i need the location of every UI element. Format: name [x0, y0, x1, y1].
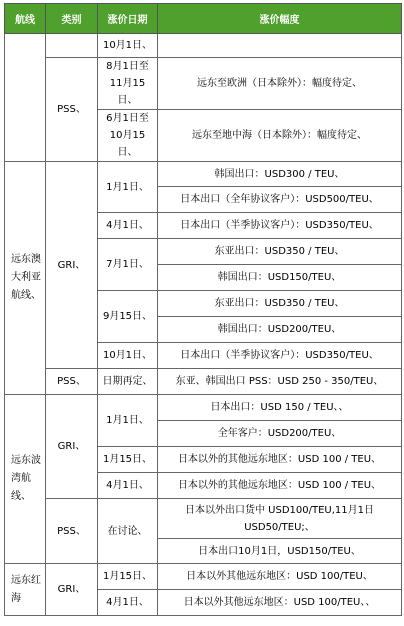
- table-row: [5, 395, 402, 421]
- range-cell: 远东至欧洲（日本除外）：幅度待定、: [158, 58, 402, 110]
- type-cell: GRI、: [46, 564, 98, 616]
- header-row: [5, 4, 402, 34]
- type-cell: [46, 34, 98, 58]
- range-cell: 日本以外的其他远东地区：USD 100 / TEU、: [158, 447, 402, 473]
- date-cell: 4月1日、: [98, 473, 158, 499]
- date-cell: 8月1日至11月15日、: [98, 58, 158, 110]
- date-cell: 4月1日、: [98, 590, 158, 616]
- range-cell: 韩国出口：USD300 / TEU、: [158, 162, 402, 187]
- date-cell: 1月1日、: [98, 162, 158, 213]
- type-cell: GRI、: [46, 162, 98, 369]
- type-cell: GRI、: [46, 395, 98, 499]
- range-cell: 韩国出口：USD200/TEU、: [158, 317, 402, 343]
- route-cell: 远东波湾航线、: [5, 395, 46, 564]
- date-cell: 6月1日至10月15日、: [98, 110, 158, 162]
- table-row: [5, 58, 402, 110]
- header-date: 涨价日期: [98, 4, 158, 34]
- range-cell: 日本以外出口货中 USD100/TEU,11月1日 USD50/TEU;、: [158, 499, 402, 539]
- date-cell: 日期再定、: [98, 369, 158, 395]
- range-cell: 日本出口（半季协议客户）：USD350/TEU、: [158, 213, 402, 239]
- range-cell: 日本出口（全年协议客户）：USD500/TEU、: [158, 187, 402, 213]
- date-cell: 7月1日、: [98, 239, 158, 291]
- date-cell: 4月1日、: [98, 213, 158, 239]
- date-cell: 1月1日、: [98, 395, 158, 447]
- date-cell: 1月15日、: [98, 447, 158, 473]
- route-cell: 远东红海: [5, 564, 46, 616]
- range-cell: 韩国出口：USD150/TEU、: [158, 265, 402, 291]
- range-cell: 日本以外其他远东地区：USD 100/TEU、: [158, 564, 402, 590]
- route-cell: [5, 34, 46, 162]
- range-cell: 东亚、韩国出口 PSS：USD 250 - 350/TEU、: [158, 369, 402, 395]
- date-cell: 10月1日、: [98, 34, 158, 58]
- table-row: [5, 162, 402, 187]
- range-cell: 日本出口（半季协议客户）：USD350/TEU、: [158, 343, 402, 369]
- type-cell: PSS、: [46, 369, 98, 395]
- range-cell: [158, 34, 402, 58]
- range-cell: 日本出口：USD 150 / TEU、、: [158, 395, 402, 421]
- type-cell: PSS、: [46, 499, 98, 564]
- table-row: [5, 564, 402, 590]
- date-cell: 1月15日、: [98, 564, 158, 590]
- header-range: 涨价幅度: [158, 4, 402, 34]
- range-cell: 东亚出口：USD350 / TEU、: [158, 239, 402, 265]
- range-cell: 远东至地中海（日本除外）：幅度待定、: [158, 110, 402, 162]
- date-cell: 9月15日、: [98, 291, 158, 343]
- type-cell: PSS、: [46, 58, 98, 162]
- range-cell: 日本以外其他远东地区：USD 100/TEU、、: [158, 590, 402, 616]
- header-route: 航线: [5, 4, 46, 34]
- rate-increase-table: [4, 3, 402, 616]
- route-cell: 远东澳大利亚航线、: [5, 162, 46, 395]
- table-row: [5, 34, 402, 58]
- range-cell: 全年客户：USD200/TEU、: [158, 421, 402, 447]
- range-cell: 日本出口10月1日，USD150/TEU、: [158, 539, 402, 564]
- range-cell: 日本以外的其他远东地区：USD 100 / TEU、: [158, 473, 402, 499]
- table-row: [5, 369, 402, 395]
- table-row: [5, 499, 402, 539]
- header-type: 类别: [46, 4, 98, 34]
- range-cell: 东亚出口：USD350 / TEU、: [158, 291, 402, 317]
- date-cell: 10月1日、: [98, 343, 158, 369]
- date-cell: 在讨论、: [98, 499, 158, 564]
